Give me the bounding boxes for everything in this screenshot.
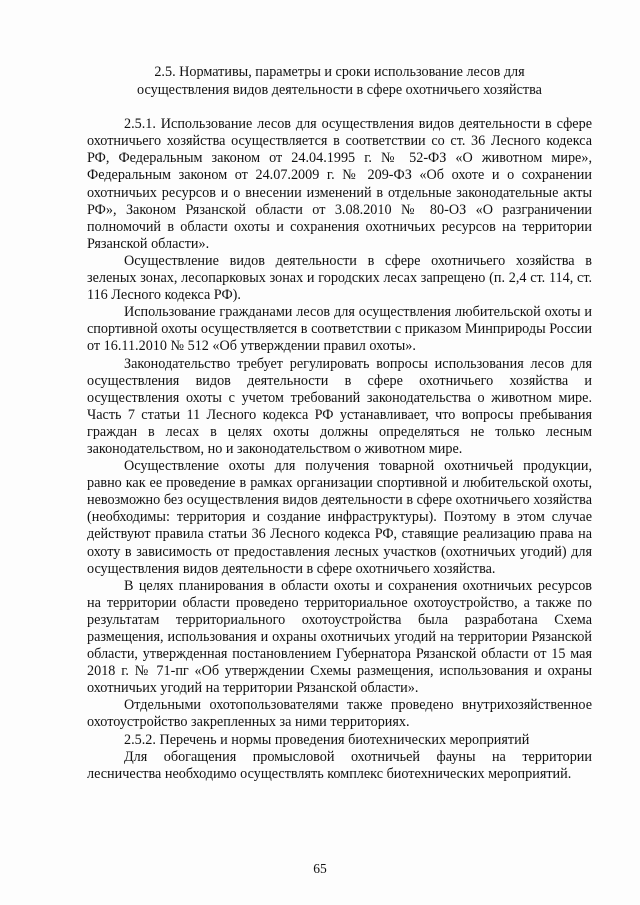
page-number: 65 (313, 861, 327, 876)
paragraph-green-zones: Осуществление видов деятельности в сфере охотничьего хозяйства в зеленых зонах, лесопарковых зонах и городских лесах запрещено (п. 2,4 ст. 114, ст. 116 Лесного кодекса РФ). (87, 252, 592, 304)
section-heading: 2.5. Нормативы, параметры и сроки использование лесов для осуществления видов деятельности в сфере охотничьего хозяйства (137, 64, 542, 98)
paragraph-2-5-1: 2.5.1. Использование лесов для осуществления видов деятельности в сфере охотничьего хозяйства осуществляется в соответствии со ст. 36 Лесного кодекса РФ, Федеральным законом от 24.04.1995 г. № 52-ФЗ «О животном мире», Федеральным законом от 24.07.2009 г. № 209-ФЗ «Об охоте и о сохранении охотничьих ресурсов и о внесении изменений в отдельные законодательные акты РФ», Законом Рязанской области от 3.08.2010 № 80-ОЗ «О разграничении полномочий в области охоты и сохранения охотничьих ресурсов на территории Рязанской области». (87, 116, 592, 252)
document-body (87, 64, 592, 783)
paragraph-commercial-hunting: Осуществление охоты для получения товарной охотничьей продукции, равно как ее проведение в рамках организации спортивной и любительской охоты, невозможно без осуществления видов деятельности в сфере охотничьего хозяйства (необходимы: территория и создание инфраструктуры). Поэтому в этом случае действуют правила статьи 36 Лесного кодекса РФ, ставящие реализацию права на охоту в зависимость от предоставления лесных участков (охотничьих угодий) для осуществления видов деятельности в сфере охотничьего хозяйства. (87, 458, 592, 577)
paragraph-individual-users: Отдельными охотопользователями также проведено внутрихозяйственное охотоустройство закрепленных за ними территориях. (87, 697, 592, 731)
paragraph-planning: В целях планирования в области охоты и сохранения охотничьих ресурсов на территории области проведено территориальное охотоустройство, а также по результатам территориального охотоустройства была разработана Схема размещения, использования и охраны охотничьих угодий на территории Рязанской области, утвержденная постановлением Губернатора Рязанской области от 15 мая 2018 г. № 71-пг «Об утверждении Схемы размещения, использования и охраны охотничьих угодий на территории Рязанской области». (87, 577, 592, 697)
paragraph-citizens-use: Использование гражданами лесов для осуществления любительской охоты и спортивной охоты осуществляется в соответствии с приказом Минприроды России от 16.11.2010 № 512 «Об утверждении правил охоты». (87, 304, 592, 355)
paragraph-legislation: Законодательство требует регулировать вопросы использования лесов для осуществления видов деятельности в сфере охотничьего хозяйства и осуществления охоты с учетом требований законодательства о животном мире. Часть 7 статьи 11 Лесного кодекса РФ устанавливает, что вопросы пребывания граждан в лесах в целях охоты должны определяться не только лесным законодательством, но и законодательством о животном мире. (87, 355, 592, 457)
subsection-heading-2-5-2: 2.5.2. Перечень и нормы проведения биотехнических мероприятий (124, 731, 530, 748)
paragraph-biotechnical: Для обогащения промысловой охотничьей фауны на территории лесничества необходимо осуществлять комплекс биотехнических мероприятий. (87, 748, 592, 782)
